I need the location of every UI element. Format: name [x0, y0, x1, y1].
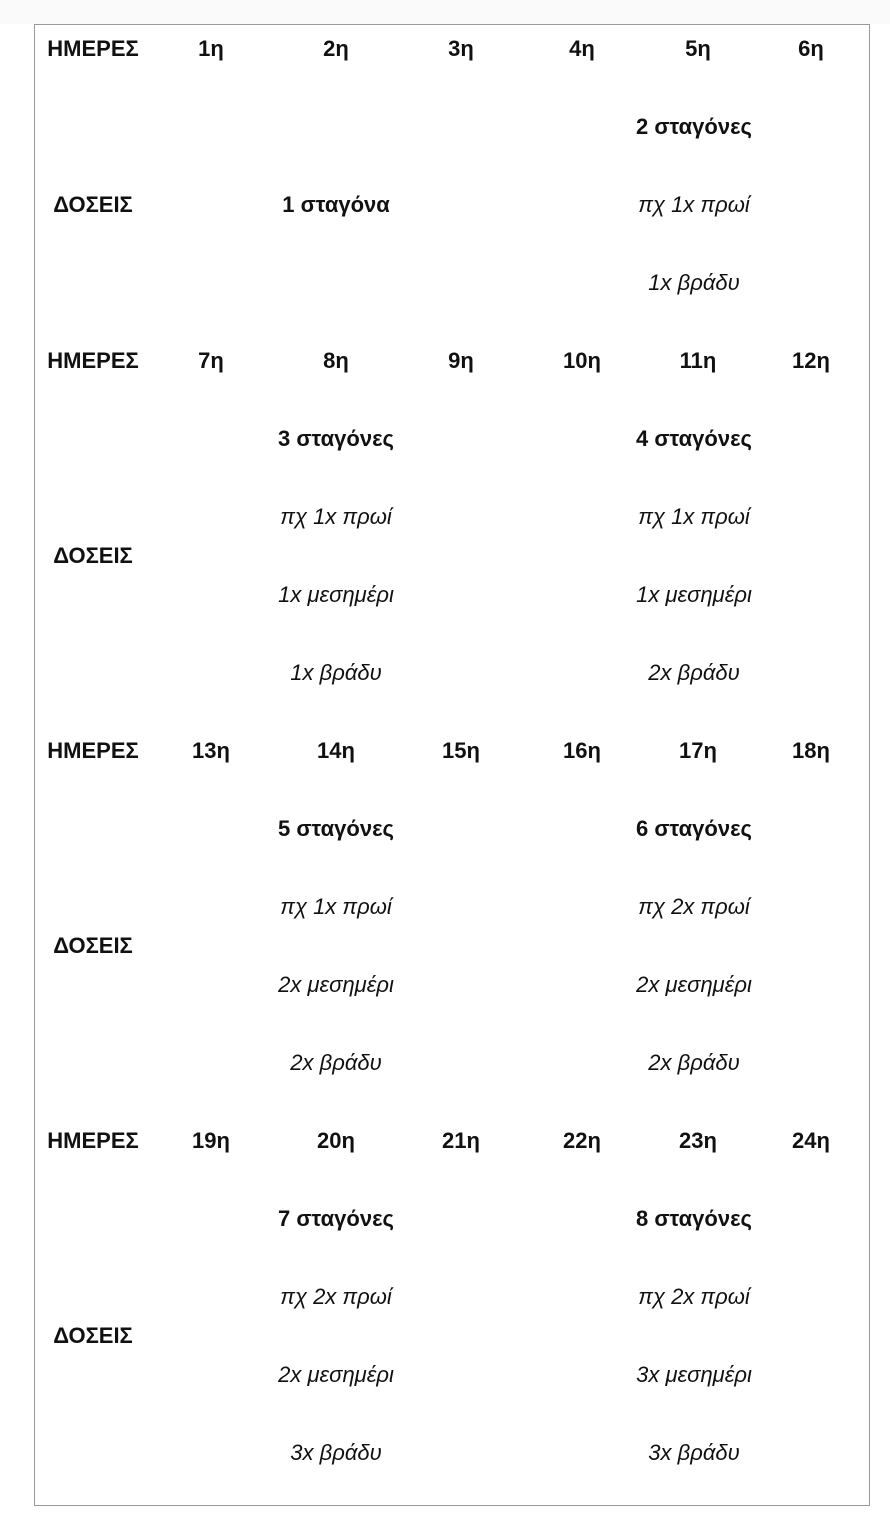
page-top-band [0, 0, 890, 24]
day-number: 17η [679, 738, 717, 763]
doses-label: ΔΟΣΕΙΣ [53, 933, 133, 958]
days-header-label: ΗΜΕΡΕΣ [47, 1128, 139, 1153]
day-number: 12η [792, 348, 830, 373]
right-drops-amount: 6 σταγόνες [636, 816, 752, 841]
day-number: 8η [323, 348, 349, 373]
left-dose-schedule-line: πχ 1x πρωί [280, 894, 392, 919]
right-dose-schedule-line: πχ 2x πρωί [638, 894, 750, 919]
right-dose-schedule-line: 1x μεσημέρι [636, 582, 752, 607]
day-number: 7η [198, 348, 224, 373]
dosage-schedule-table [34, 24, 870, 1506]
day-number: 4η [569, 36, 595, 61]
right-dose-schedule-line: 2x βράδυ [648, 1050, 740, 1075]
left-dose-schedule-line: 3x βράδυ [290, 1440, 382, 1465]
left-dose-schedule-line: πχ 2x πρωί [280, 1284, 392, 1309]
right-dose-schedule-line: πχ 1x πρωί [638, 192, 750, 217]
day-number: 24η [792, 1128, 830, 1153]
day-number: 10η [563, 348, 601, 373]
left-dose-schedule-line: 2x μεσημέρι [278, 972, 394, 997]
right-drops-amount: 8 σταγόνες [636, 1206, 752, 1231]
day-number: 6η [798, 36, 824, 61]
day-number: 22η [563, 1128, 601, 1153]
day-number: 2η [323, 36, 349, 61]
doses-label: ΔΟΣΕΙΣ [53, 192, 133, 217]
day-number: 3η [448, 36, 474, 61]
following-paragraph-clipped [34, 1512, 870, 1524]
left-dose-schedule-line: 1x βράδυ [290, 660, 382, 685]
days-header-label: ΗΜΕΡΕΣ [47, 36, 139, 61]
day-number: 20η [317, 1128, 355, 1153]
left-drops-amount: 7 σταγόνες [278, 1206, 394, 1231]
left-drops-amount: 3 σταγόνες [278, 426, 394, 451]
day-number: 16η [563, 738, 601, 763]
day-number: 9η [448, 348, 474, 373]
day-number: 19η [192, 1128, 230, 1153]
day-number: 23η [679, 1128, 717, 1153]
days-header-label: ΗΜΕΡΕΣ [47, 738, 139, 763]
day-number: 13η [192, 738, 230, 763]
day-number: 5η [685, 36, 711, 61]
right-drops-amount: 4 σταγόνες [636, 426, 752, 451]
day-number: 14η [317, 738, 355, 763]
day-number: 1η [198, 36, 224, 61]
right-drops-amount: 2 σταγόνες [636, 114, 752, 139]
day-number: 21η [442, 1128, 480, 1153]
right-dose-schedule-line: 1x βράδυ [648, 270, 740, 295]
right-dose-schedule-line: 3x μεσημέρι [636, 1362, 752, 1387]
day-number: 15η [442, 738, 480, 763]
left-dose-schedule-line: πχ 1x πρωί [280, 504, 392, 529]
left-drops-amount: 1 σταγόνα [282, 192, 390, 217]
right-dose-schedule-line: πχ 2x πρωί [638, 1284, 750, 1309]
days-header-label: ΗΜΕΡΕΣ [47, 348, 139, 373]
doses-label: ΔΟΣΕΙΣ [53, 543, 133, 568]
right-dose-schedule-line: πχ 1x πρωί [638, 504, 750, 529]
left-drops-amount: 5 σταγόνες [278, 816, 394, 841]
day-number: 11η [679, 348, 717, 373]
doses-label: ΔΟΣΕΙΣ [53, 1323, 133, 1348]
right-dose-schedule-line: 3x βράδυ [648, 1440, 740, 1465]
left-dose-schedule-line: 1x μεσημέρι [278, 582, 394, 607]
left-dose-schedule-line: 2x μεσημέρι [278, 1362, 394, 1387]
right-dose-schedule-line: 2x μεσημέρι [636, 972, 752, 997]
day-number: 18η [792, 738, 830, 763]
right-dose-schedule-line: 2x βράδυ [648, 660, 740, 685]
left-dose-schedule-line: 2x βράδυ [290, 1050, 382, 1075]
